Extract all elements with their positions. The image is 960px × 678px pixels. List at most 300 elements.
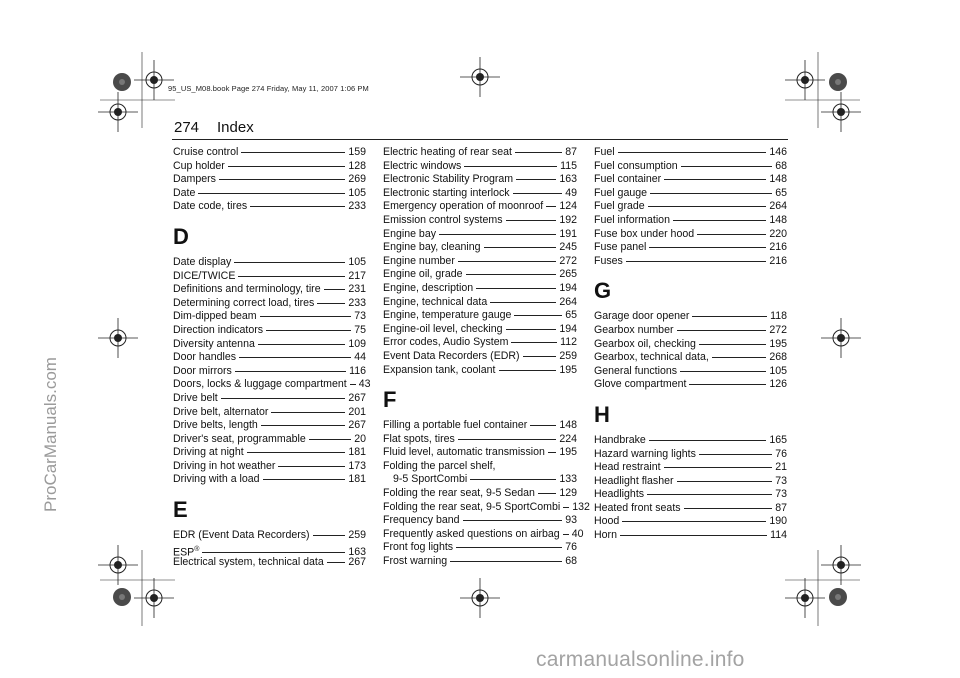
entry-text <box>173 351 236 365</box>
entry-label: Fuel <box>594 146 615 158</box>
entry-page: 105 <box>769 364 787 377</box>
index-entry <box>383 255 577 269</box>
index-entry <box>173 297 366 311</box>
entry-label: Engine number <box>383 254 455 267</box>
entry-label: Driving in hot weather <box>173 459 276 472</box>
index-column-2 <box>383 146 590 569</box>
leader-line <box>250 206 345 207</box>
leader-line <box>684 508 773 509</box>
entry-label: Gearbox oil, checking <box>594 337 696 350</box>
entry-page: 163 <box>348 546 366 559</box>
entry-text <box>594 200 645 214</box>
index-entry <box>173 556 366 570</box>
section-letter: E <box>173 497 188 523</box>
leader-line <box>219 179 345 180</box>
entry-page: 272 <box>559 254 577 267</box>
leader-line <box>228 166 345 167</box>
entry-text <box>383 433 455 447</box>
index-entry <box>383 323 577 337</box>
section-letter: G <box>594 278 612 304</box>
entry-page: 181 <box>348 446 366 459</box>
entry-page: 65 <box>775 186 787 199</box>
entry-text <box>173 297 314 311</box>
leader-line <box>221 398 346 399</box>
leader-line <box>699 344 766 345</box>
index-entry <box>383 228 577 242</box>
index-entry <box>173 419 366 433</box>
entry-label: Fuel consumption <box>594 159 678 172</box>
leader-line <box>699 454 772 455</box>
registration-mark-icon <box>98 318 138 358</box>
leader-line <box>514 315 562 316</box>
index-entry <box>173 351 366 365</box>
index-entry <box>383 282 577 296</box>
entry-label: Fuel grade <box>594 200 645 213</box>
leader-line <box>234 262 345 263</box>
leader-line <box>680 371 766 372</box>
index-entry <box>383 419 577 433</box>
entry-text <box>383 309 511 323</box>
index-entry <box>594 187 787 201</box>
entry-text <box>594 338 696 352</box>
entry-page: 65 <box>565 309 577 322</box>
entry-label: Gearbox number <box>594 323 674 336</box>
entry-page: 73 <box>775 488 787 501</box>
leader-line <box>470 479 556 480</box>
entry-text <box>173 406 268 420</box>
entry-label: Error codes, Audio System <box>383 336 509 349</box>
entry-label: Headlights <box>594 488 645 501</box>
leader-line <box>647 494 772 495</box>
entry-label: Engine oil, grade <box>383 268 463 281</box>
leader-line <box>266 330 351 331</box>
entry-text <box>383 228 436 242</box>
page-title: Index <box>217 119 254 136</box>
leader-line <box>260 316 352 317</box>
leader-line <box>538 493 556 494</box>
index-entry <box>594 173 787 187</box>
entry-text <box>173 173 216 187</box>
entry-label: Glove compartment <box>594 378 687 391</box>
index-entry <box>173 310 366 324</box>
registration-mark-icon <box>460 578 500 618</box>
leader-line <box>649 440 766 441</box>
index-entry <box>383 187 577 201</box>
entry-page: 148 <box>769 213 787 226</box>
entry-page: 75 <box>354 323 366 336</box>
leader-line <box>247 452 346 453</box>
index-entry <box>594 255 787 269</box>
entry-label: Heated front seats <box>594 501 681 514</box>
index-entry <box>594 241 787 255</box>
index-entry <box>594 475 787 489</box>
registration-mark-icon <box>134 60 174 100</box>
entry-text <box>383 200 543 214</box>
entry-text <box>383 501 560 515</box>
entry-page: 163 <box>559 173 577 186</box>
entry-label: Door handles <box>173 351 237 364</box>
registration-mark-icon <box>460 57 500 97</box>
entry-page: 118 <box>770 310 787 323</box>
leader-line <box>511 342 557 343</box>
entry-page: 129 <box>559 487 577 500</box>
entry-text <box>383 487 535 501</box>
entry-label: Fuse box under hood <box>594 227 695 240</box>
entry-label: Horn <box>594 529 617 542</box>
entry-label: EDR (Event Data Recorders) <box>173 529 310 542</box>
entry-text <box>173 256 231 270</box>
entry-label: Fuel container <box>594 173 662 186</box>
index-entry <box>383 500 590 515</box>
leader-line <box>650 193 772 194</box>
leader-line <box>202 552 345 553</box>
entry-page: 191 <box>559 227 577 240</box>
entry-page: 267 <box>348 391 366 404</box>
entry-text <box>173 378 347 392</box>
entry-page: 224 <box>559 432 577 445</box>
index-entry <box>173 446 366 460</box>
entry-page: 93 <box>565 514 577 527</box>
index-entry <box>383 350 577 364</box>
entry-page: 194 <box>559 322 577 335</box>
entry-page: 148 <box>559 419 577 432</box>
leader-line <box>618 152 767 153</box>
entry-text <box>383 473 467 487</box>
entry-label: Electrical system, technical data <box>173 556 324 569</box>
index-entry <box>383 446 577 460</box>
entry-page: 146 <box>769 146 787 158</box>
leader-line <box>648 206 767 207</box>
entry-page: 272 <box>769 323 787 336</box>
leader-line <box>324 289 346 290</box>
leader-line <box>515 152 562 153</box>
entry-page: 73 <box>354 310 366 323</box>
entry-text <box>173 146 238 160</box>
index-entry <box>173 173 366 187</box>
index-entry <box>383 555 577 569</box>
entry-page: 165 <box>769 433 787 446</box>
entry-label: Fuel information <box>594 213 670 226</box>
entry-label: Electronic starting interlock <box>383 186 510 199</box>
index-entry <box>594 338 787 352</box>
index-entry <box>383 241 577 255</box>
entry-text <box>594 475 674 489</box>
index-entry <box>594 214 787 228</box>
entry-label: Fuse panel <box>594 241 647 254</box>
entry-label: Folding the rear seat, 9-5 SportCombi <box>383 500 561 513</box>
header-rule <box>172 139 788 140</box>
entry-page: 264 <box>559 295 577 308</box>
entry-page: 173 <box>348 459 366 472</box>
section-letter: F <box>383 387 397 413</box>
entry-text <box>173 460 275 474</box>
index-entry <box>383 473 577 487</box>
leader-line <box>516 179 556 180</box>
index-entry <box>383 336 577 350</box>
entry-text <box>594 173 661 187</box>
index-entry <box>173 529 366 543</box>
entry-label: Diversity antenna <box>173 337 255 350</box>
leader-line <box>313 535 346 536</box>
entry-text <box>594 351 709 365</box>
entry-page: 267 <box>348 556 366 569</box>
leader-line <box>677 481 773 482</box>
entry-text <box>594 324 674 338</box>
index-entry <box>383 200 577 214</box>
registration-mark-icon <box>785 60 825 100</box>
leader-line <box>664 179 766 180</box>
entry-page: 231 <box>348 283 366 296</box>
index-entry <box>173 378 371 392</box>
leader-line <box>327 562 346 563</box>
entry-text <box>383 528 560 542</box>
leader-line <box>681 166 773 167</box>
entry-label: Engine, temperature gauge <box>383 309 512 322</box>
entry-text <box>173 187 195 201</box>
entry-page: 220 <box>769 227 787 240</box>
index-entry <box>594 228 787 242</box>
index-entry <box>594 146 787 160</box>
entry-page: 73 <box>775 474 787 487</box>
leader-line <box>620 535 767 536</box>
leader-line <box>523 356 557 357</box>
entry-page: 128 <box>348 159 366 172</box>
entry-label: Date display <box>173 255 232 268</box>
index-entry <box>383 527 584 542</box>
solid-dot-icon <box>113 73 131 91</box>
entry-page: 148 <box>769 173 787 186</box>
entry-text <box>594 434 646 448</box>
entry-label: Dim-dipped beam <box>173 310 257 323</box>
leader-line <box>450 561 562 562</box>
entry-page: 87 <box>565 146 577 158</box>
entry-page: 109 <box>348 337 366 350</box>
entry-text <box>173 270 235 284</box>
entry-text <box>594 488 644 502</box>
entry-page: 159 <box>348 146 366 158</box>
entry-text <box>594 255 623 269</box>
entry-label: Headlight flasher <box>594 474 674 487</box>
leader-line <box>546 206 556 207</box>
entry-text <box>594 365 677 379</box>
index-entry <box>173 433 366 447</box>
entry-text <box>383 336 508 350</box>
entry-label: Hood <box>594 515 620 528</box>
entry-text <box>594 241 646 255</box>
entry-page: 40 <box>571 527 584 540</box>
entry-label: Fuses <box>594 254 623 267</box>
entry-page: 195 <box>769 337 787 350</box>
entry-text <box>383 446 545 460</box>
index-entry <box>594 378 787 392</box>
entry-text <box>383 541 453 555</box>
index-entry <box>383 160 577 174</box>
leader-line <box>198 193 345 194</box>
entry-text <box>594 310 689 324</box>
entry-label: Hazard warning lights <box>594 447 696 460</box>
registration-mark-icon <box>821 92 861 132</box>
index-entry <box>173 283 366 297</box>
book-header: 95_US_M08.book Page 274 Friday, May 11, 2007 1:06 PM <box>168 84 369 93</box>
entry-text <box>383 555 447 569</box>
index-entry <box>383 460 577 474</box>
index-entry <box>173 338 366 352</box>
leader-line <box>309 439 351 440</box>
leader-line <box>697 234 766 235</box>
index-entry <box>383 214 577 228</box>
entry-label: Handbrake <box>594 433 646 446</box>
side-watermark: ProCarManuals.com <box>41 357 60 512</box>
registration-mark-icon <box>98 92 138 132</box>
entry-text <box>383 514 460 528</box>
entry-text <box>173 365 232 379</box>
entry-label: Determining correct load, tires <box>173 296 315 309</box>
index-entry <box>173 324 366 338</box>
page-number: 274 <box>174 119 200 136</box>
leader-line <box>506 329 557 330</box>
index-entry <box>383 146 577 160</box>
registration-mark-icon <box>134 578 174 618</box>
entry-label: Engine, technical data <box>383 295 488 308</box>
entry-text <box>383 255 455 269</box>
entry-label: Cup holder <box>173 159 225 172</box>
entry-label: Driving with a load <box>173 473 260 486</box>
entry-page: 259 <box>559 349 577 362</box>
entry-label: DICE/TWICE <box>173 269 236 282</box>
index-entry <box>594 324 787 338</box>
leader-line <box>506 220 557 221</box>
index-entry <box>594 365 787 379</box>
entry-text <box>173 419 258 433</box>
entry-page: 233 <box>348 296 366 309</box>
entry-label: Frequently asked questions on airbag <box>383 527 560 540</box>
entry-text <box>594 502 681 516</box>
index-entry <box>594 310 787 324</box>
entry-page: 216 <box>769 254 787 267</box>
entry-label: 9-5 SportCombi <box>393 473 468 486</box>
entry-text <box>594 461 661 475</box>
entry-text <box>173 200 247 214</box>
leader-line <box>263 479 346 480</box>
entry-text <box>383 296 487 310</box>
entry-label: Engine-oil level, checking <box>383 322 503 335</box>
solid-dot-icon <box>829 73 847 91</box>
entry-label: Dampers <box>173 173 216 186</box>
entry-label: Engine, description <box>383 281 474 294</box>
index-entry <box>383 487 577 501</box>
entry-page: 68 <box>565 555 577 568</box>
leader-line <box>530 425 556 426</box>
entry-page: 267 <box>348 419 366 432</box>
entry-label: Door mirrors <box>173 364 232 377</box>
index-entry <box>594 515 787 529</box>
entry-label: Filling a portable fuel container <box>383 419 528 432</box>
entry-text <box>173 392 218 406</box>
index-entry <box>594 160 787 174</box>
entry-label: Electric heating of rear seat <box>383 146 512 158</box>
entry-text <box>383 323 503 337</box>
entry-label: Frequency band <box>383 514 460 527</box>
entry-text <box>594 214 670 228</box>
leader-line <box>350 384 356 385</box>
entry-label: Drive belt <box>173 391 218 404</box>
entry-page: 126 <box>769 378 787 391</box>
index-entry <box>594 434 787 448</box>
entry-page: 216 <box>769 241 787 254</box>
entry-page: 76 <box>565 541 577 554</box>
entry-label: Event Data Recorders (EDR) <box>383 349 520 362</box>
index-entry <box>383 514 577 528</box>
entry-page: 114 <box>770 529 787 542</box>
registered-mark: ® <box>194 545 200 553</box>
index-entry <box>383 309 577 323</box>
entry-label: Emission control systems <box>383 213 503 226</box>
index-entry <box>173 256 366 270</box>
entry-page: 245 <box>559 241 577 254</box>
entry-text <box>383 146 512 160</box>
entry-label: Head restraint <box>594 461 661 474</box>
entry-text <box>383 241 481 255</box>
leader-line <box>317 303 345 304</box>
entry-page: 87 <box>775 501 787 514</box>
leader-line <box>490 302 556 303</box>
entry-text <box>594 448 696 462</box>
entry-page: 268 <box>769 351 787 364</box>
entry-page: 68 <box>775 159 787 172</box>
entry-text <box>383 350 520 364</box>
entry-page: 20 <box>354 432 366 445</box>
leader-line <box>458 261 556 262</box>
entry-label: Flat spots, tires <box>383 432 455 445</box>
entry-label: Folding the parcel shelf, <box>383 459 496 472</box>
entry-text <box>173 310 257 324</box>
entry-label: Drive belt, alternator <box>173 405 269 418</box>
entry-label: Fuel gauge <box>594 186 648 199</box>
entry-text <box>594 146 615 160</box>
entry-label: Date <box>173 186 196 199</box>
entry-page: 124 <box>559 200 577 213</box>
entry-label: Engine bay <box>383 227 437 240</box>
index-entry <box>173 146 366 160</box>
entry-text <box>383 419 527 433</box>
entry-page: 201 <box>348 405 366 418</box>
entry-text <box>594 529 617 543</box>
entry-text <box>383 214 503 228</box>
index-entry <box>383 364 577 378</box>
index-entry <box>594 529 787 543</box>
leader-line <box>271 412 345 413</box>
entry-text <box>173 283 321 297</box>
entry-label: Garage door opener <box>594 310 690 323</box>
index-entry <box>173 270 366 284</box>
entry-page: 269 <box>348 173 366 186</box>
entry-label: Engine bay, cleaning <box>383 241 481 254</box>
leader-line <box>456 547 562 548</box>
entry-page: 233 <box>348 200 366 213</box>
entry-text <box>383 173 513 187</box>
entry-text <box>383 364 496 378</box>
entry-text <box>173 529 310 543</box>
leader-line <box>563 507 569 508</box>
leader-line <box>484 247 557 248</box>
registration-mark-icon <box>821 545 861 585</box>
leader-line <box>692 316 767 317</box>
entry-label: Electronic Stability Program <box>383 173 514 186</box>
bottom-watermark: carmanualsonline.info <box>536 648 745 671</box>
index-column-1 <box>173 146 371 570</box>
registration-mark-icon <box>785 578 825 618</box>
leader-line <box>239 357 351 358</box>
